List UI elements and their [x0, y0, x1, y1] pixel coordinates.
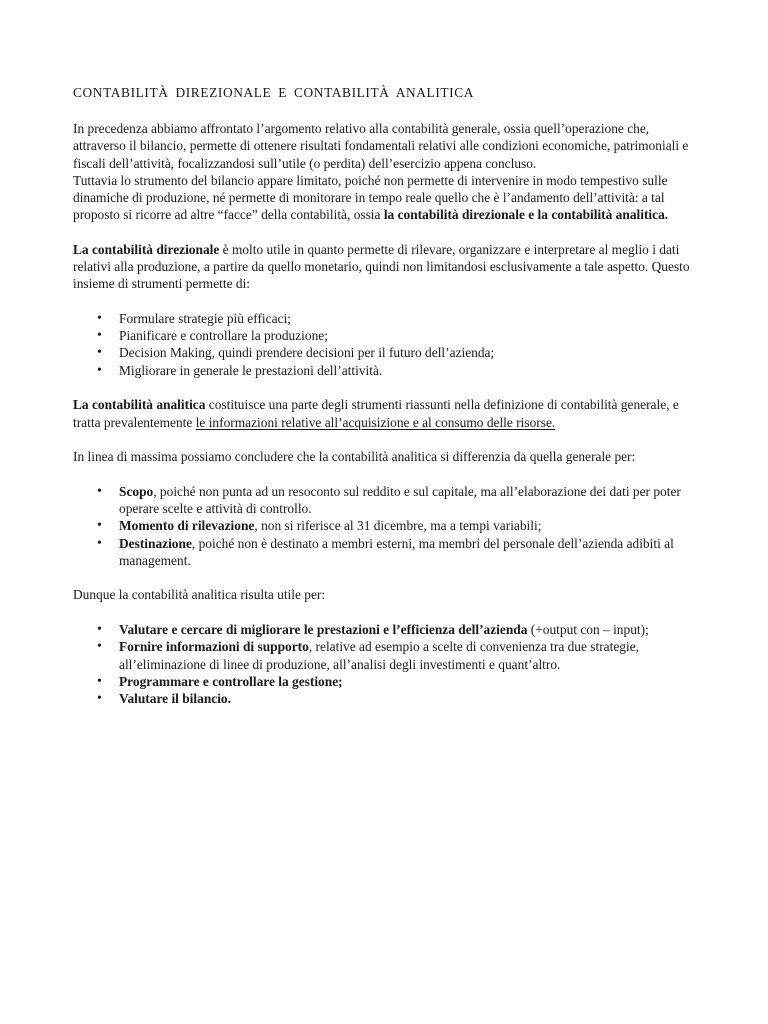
analitica-bold: La contabilità analitica	[73, 397, 206, 413]
document-page	[73, 84, 698, 707]
list-item	[73, 673, 698, 690]
item-text: (+output con – input);	[527, 622, 649, 638]
item-bold: Valutare il bilancio.	[119, 690, 231, 706]
item-bold: Fornire informazioni di supporto	[119, 639, 309, 655]
direzionale-list	[73, 310, 698, 379]
list-item	[73, 638, 698, 672]
item-bold: Destinazione	[119, 535, 192, 551]
direzionale-paragraph	[73, 241, 698, 293]
item-text: , poiché non punta ad un resoconto sul reddito e sul capitale, ma all’elaborazione dei dati per poter operare scelte e attività di controllo.	[119, 483, 681, 517]
differenze-paragraph: In linea di massima possiamo concludere che la contabilità analitica si differenzia da quella generale per:	[73, 449, 636, 465]
intro-bold: la contabilità direzionale e la contabilità analitica.	[383, 207, 669, 223]
analitica-text: costituisce una parte degli strumenti riassunti nella definizione di contabilità generale, e tratta prevalentemente	[73, 397, 679, 430]
list-item	[73, 517, 698, 534]
list-item: • Formulare strategie più efficaci;	[73, 310, 698, 327]
item-text: , non si riferisce al 31 dicembre, ma a tempi variabili;	[254, 518, 542, 534]
direzionale-bold: La contabilità direzionale	[73, 241, 220, 257]
item-text: , relative ad esempio a scelte di convenienza tra due strategie, all’eliminazione di linee di produzione, all’analisi degli investimenti e quant’altro.	[119, 639, 639, 672]
analitica-paragraph	[73, 396, 698, 430]
list-item	[73, 535, 698, 569]
utilita-list	[73, 621, 698, 707]
list-item	[73, 483, 698, 517]
list-item: • Decision Making, quindi prendere decisioni per il futuro dell’azienda;	[73, 344, 698, 361]
analitica-underline: le informazioni relative all’acquisizione e al consumo delle risorse.	[195, 414, 556, 430]
item-bold: Programmare e controllare la gestione;	[119, 673, 343, 689]
list-item: • Pianificare e controllare la produzione;	[73, 327, 698, 344]
item-bold: Momento di rilevazione	[119, 518, 255, 534]
item-bold: Valutare e cercare di migliorare le prestazioni e l’efficienza dell’azienda	[119, 622, 528, 638]
item-text: , poiché non è destinato a membri esterni, ma membri del personale dell’azienda adibiti al management.	[119, 535, 674, 568]
intro-text-2: Tuttavia lo strumento del bilancio appare limitato, poiché non permette di intervenire in modo tempestivo sulle dinamiche di produzione, né permette di monitorare in tempo reale quello che è l’andamento dell’attività: a tal proposto si ricorre ad altre “facce” della contabilità, ossia	[73, 172, 668, 223]
list-item: • Migliorare in generale le prestazioni dell’attività.	[73, 362, 698, 379]
direzionale-text: è molto utile in quanto permette di rilevare, organizzare e interpretare al meglio i dati relativi alla produzione, a partire da quello monetario, quindi non limitandosi esclusivamente a tale aspetto. Questo insieme di strumenti permette di:	[73, 241, 690, 292]
differenze-list	[73, 483, 698, 569]
item-bold: Scopo	[119, 483, 154, 499]
intro-paragraph	[73, 120, 698, 223]
utilita-paragraph: Dunque la contabilità analitica risulta utile per:	[73, 587, 326, 603]
document-title: CONTABILITÀ DIREZIONALE E CONTABILITÀ ANALITICA	[73, 85, 475, 100]
list-item	[73, 621, 698, 638]
list-item	[73, 690, 698, 707]
intro-text: In precedenza abbiamo affrontato l’argomento relativo alla contabilità generale, ossia quell’operazione che, attraverso il bilancio, permette di ottenere risultati fondamentali relativi alle condizioni economiche, patrimoniali e fiscali dell’attività, focalizzandosi sull’utile (o perdita) dell’esercizio appena concluso.	[73, 121, 689, 171]
